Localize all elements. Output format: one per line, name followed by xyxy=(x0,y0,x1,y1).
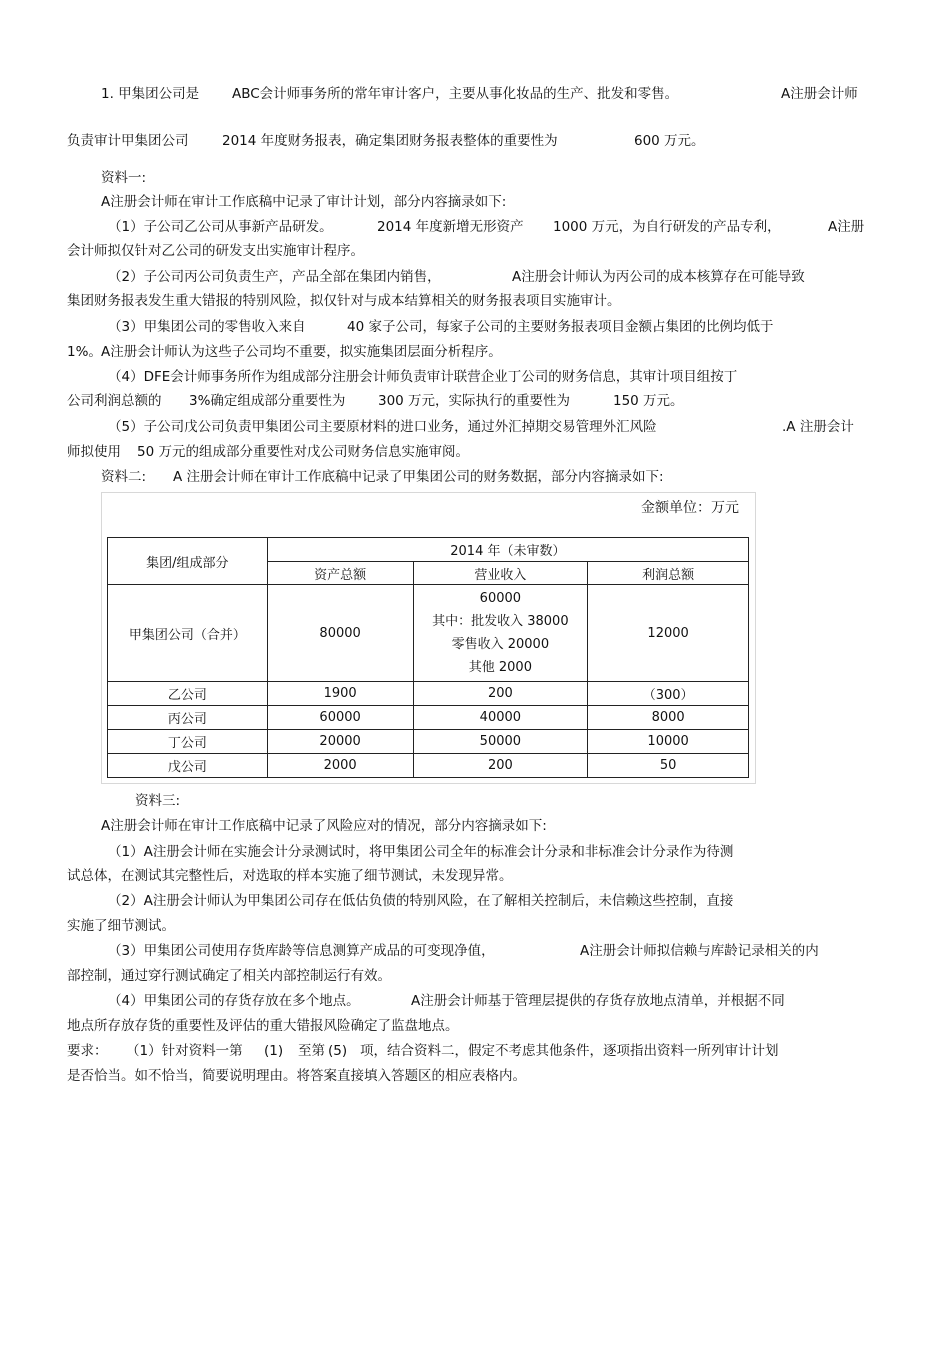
intro-text: A注册会计师 xyxy=(781,86,858,102)
cell-assets: 20000 xyxy=(267,730,413,754)
material1-item1: （1）子公司乙公司从事新产品研发。 xyxy=(108,219,333,235)
material1-item4: （4）DFE会计师事务所作为组成部分注册会计师负责审计联营企业丁公司的财务信息，其审计项目组按丁 xyxy=(108,369,738,385)
cell-revenue: 40000 xyxy=(413,706,588,730)
intro-text: ABC会计师事务所的常年审计客户，主要从事化妆品的生产、批发和零售。 xyxy=(232,86,679,102)
material3-item3: （3）甲集团公司使用存货库龄等信息测算产成品的可变现净值， xyxy=(108,943,495,959)
material1-item4: 公司利润总额的 xyxy=(67,393,162,409)
requirement-text: 至第 xyxy=(298,1043,325,1059)
header-revenue: 营业收入 xyxy=(413,562,588,585)
material1-item1: 1000 万元，为自行研发的产品专利， xyxy=(553,219,781,235)
material2-intro: A 注册会计师在审计工作底稿中记录了甲集团公司的财务数据，部分内容摘录如下: xyxy=(173,469,664,485)
header-group: 集团/组成部分 xyxy=(108,538,268,585)
financial-table-image xyxy=(101,492,756,784)
material3-intro: A注册会计师在审计工作底稿中记录了风险应对的情况，部分内容摘录如下: xyxy=(101,818,547,834)
material1-title: 资料一: xyxy=(101,170,147,186)
unit-label: 金额单位：万元 xyxy=(641,500,739,516)
material3-title: 资料三: xyxy=(135,793,181,809)
cell-assets: 80000 xyxy=(267,585,413,682)
cell-profit: 10000 xyxy=(588,730,749,754)
material3-item2: （2）A注册会计师认为甲集团公司存在低估负债的特别风险，在了解相关控制后，未信赖这些控制，直接 xyxy=(108,893,734,909)
material1-item3: （3）甲集团公司的零售收入来自 xyxy=(108,319,306,335)
material1-item5: .A 注册会计 xyxy=(782,419,854,435)
table-row xyxy=(108,706,749,730)
material3-item1: 试总体，在测试其完整性后，对选取的样本实施了细节测试，未发现异常。 xyxy=(67,868,513,884)
material1-item1: 会计师拟仅针对乙公司的研发支出实施审计程序。 xyxy=(67,243,364,259)
intro-text: 负责审计甲集团公司 xyxy=(67,133,189,149)
requirement-label: 要求： xyxy=(67,1043,108,1059)
header-assets: 资产总额 xyxy=(267,562,413,585)
table-row xyxy=(108,585,749,682)
row-name: 乙公司 xyxy=(108,682,268,706)
row-name: 戊公司 xyxy=(108,754,268,778)
material2-title: 资料二: xyxy=(101,469,147,485)
header-year: 2014 年（未审数） xyxy=(267,538,748,562)
material3-item2: 实施了细节测试。 xyxy=(67,918,175,934)
material1-item5: （5）子公司戊公司负责甲集团公司主要原材料的进口业务，通过外汇掉期交易管理外汇风险 xyxy=(108,419,657,435)
table-row xyxy=(108,730,749,754)
table-row xyxy=(108,754,749,778)
cell-profit: 50 xyxy=(588,754,749,778)
material3-item1: （1）A注册会计师在实施会计分录测试时，将甲集团公司全年的标准会计分录和非标准会计分录作为待测 xyxy=(108,844,734,860)
material1-item4: 150 万元。 xyxy=(613,393,684,409)
material1-item3: 40 家子公司，每家子公司的主要财务报表项目金额占集团的比例均低于 xyxy=(347,319,774,335)
requirement-text: 是否恰当。如不恰当，简要说明理由。将答案直接填入答题区的相应表格内。 xyxy=(67,1068,526,1084)
cell-assets: 1900 xyxy=(267,682,413,706)
material3-item4: A注册会计师基于管理层提供的存货存放地点清单，并根据不同 xyxy=(411,993,785,1009)
material1-item3: 1%。 xyxy=(67,344,102,360)
material1-item1: A注册 xyxy=(828,219,865,235)
cell-profit: （300） xyxy=(588,682,749,706)
material3-item4: （4）甲集团公司的存货存放在多个地点。 xyxy=(108,993,360,1009)
cell-assets: 60000 xyxy=(267,706,413,730)
material1-intro: A注册会计师在审计工作底稿中记录了审计计划，部分内容摘录如下: xyxy=(101,194,507,210)
cell-profit: 8000 xyxy=(588,706,749,730)
requirement-text: （1）针对资料一第 xyxy=(126,1043,243,1059)
material1-item3: A注册会计师认为这些子公司均不重要，拟实施集团层面分析程序。 xyxy=(101,344,502,360)
material1-item2: 集团财务报表发生重大错报的特别风险，拟仅针对与成本结算相关的财务报表项目实施审计。 xyxy=(67,293,621,309)
revenue-line: 其他 2000 xyxy=(468,660,532,675)
intro-text: 600 万元。 xyxy=(634,133,705,149)
cell-revenue: 200 xyxy=(413,682,588,706)
material1-item4: 3%确定组成部分重要性为 xyxy=(189,393,346,409)
row-name: 甲集团公司（合并） xyxy=(108,585,268,682)
cell-assets: 2000 xyxy=(267,754,413,778)
material1-item4: 300 万元，实际执行的重要性为 xyxy=(378,393,571,409)
intro-text: 2014 年度财务报表，确定集团财务报表整体的重要性为 xyxy=(222,133,558,149)
material3-item4: 地点所存放存货的重要性及评估的重大错报风险确定了监盘地点。 xyxy=(67,1018,459,1034)
financial-table xyxy=(107,537,749,778)
material1-item5: 50 万元的组成部分重要性对戊公司财务信息实施审阅。 xyxy=(137,444,469,460)
revenue-line: 60000 xyxy=(479,591,522,606)
material1-item5: 师拟使用 xyxy=(67,444,121,460)
cell-revenue xyxy=(413,585,588,682)
material1-item1: 2014 年度新增无形资产 xyxy=(377,219,524,235)
intro-text: 1. 甲集团公司是 xyxy=(101,86,200,102)
requirement-text: (5) xyxy=(328,1043,348,1059)
cell-revenue: 50000 xyxy=(413,730,588,754)
material3-item3: A注册会计师拟信赖与库龄记录相关的内 xyxy=(580,943,819,959)
cell-revenue: 200 xyxy=(413,754,588,778)
material3-item3: 部控制，通过穿行测试确定了相关内部控制运行有效。 xyxy=(67,968,391,984)
requirement-text: 项，结合资料二，假定不考虑其他条件，逐项指出资料一所列审计计划 xyxy=(360,1043,779,1059)
header-profit: 利润总额 xyxy=(588,562,749,585)
material1-item2: （2）子公司丙公司负责生产，产品全部在集团内销售， xyxy=(108,269,441,285)
row-name: 丙公司 xyxy=(108,706,268,730)
requirement-text: (1) xyxy=(264,1043,284,1059)
table-row xyxy=(108,682,749,706)
row-name: 丁公司 xyxy=(108,730,268,754)
cell-profit: 12000 xyxy=(588,585,749,682)
revenue-line: 零售收入 20000 xyxy=(451,637,550,652)
material1-item2: A注册会计师认为丙公司的成本核算存在可能导致 xyxy=(512,269,805,285)
revenue-line: 其中：批发收入 38000 xyxy=(432,614,569,629)
